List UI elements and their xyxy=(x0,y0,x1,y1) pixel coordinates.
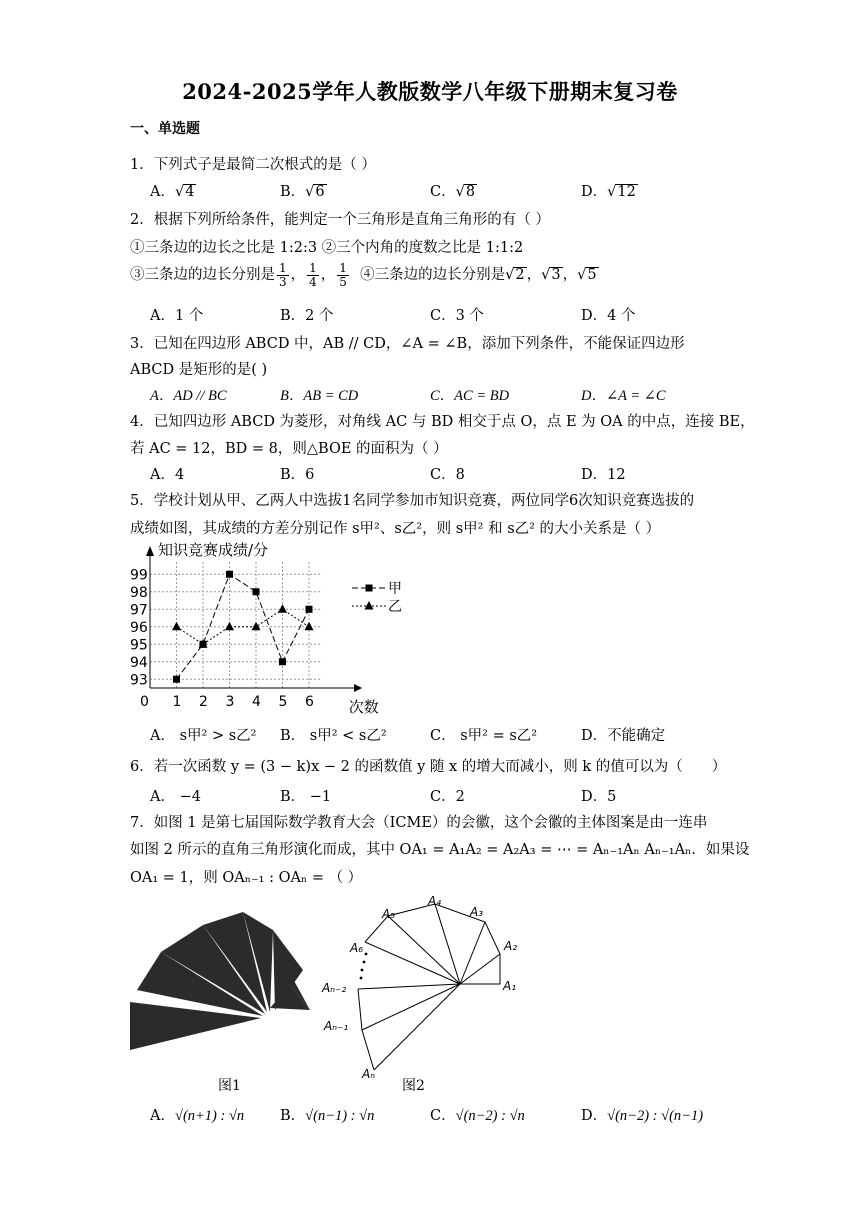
score-line-chart xyxy=(130,540,420,720)
label-an: Aₙ xyxy=(362,1067,375,1080)
q2-option-d[interactable]: D．4 个 xyxy=(581,308,636,324)
q7-option-b[interactable]: B．√(n−1) : √n xyxy=(280,1108,375,1124)
q4-stem-line1: 4．已知四边形 ABCD 为菱形，对角线 AC 与 BD 相交于点 O，点 E 为 OA 的中点，连接 BE， xyxy=(130,414,755,430)
y-axis-arrow xyxy=(146,546,154,556)
right-triangle-spiral-figure xyxy=(320,892,535,1080)
chart-legend xyxy=(352,581,402,615)
point-乙 xyxy=(278,604,287,613)
q1-option-d[interactable]: D．√12 xyxy=(581,184,636,200)
q6-option-a[interactable]: A． −4 xyxy=(150,789,201,805)
q6-option-b[interactable]: B． −1 xyxy=(280,789,332,805)
q3-option-d[interactable]: D．∠A = ∠C xyxy=(581,388,666,404)
q6-option-c[interactable]: C．2 xyxy=(430,789,465,805)
point-乙 xyxy=(172,622,181,631)
q7-stem-line2: 如图 2 所示的直角三角形演化而成，其中 OA₁ = A₁A₂ = A₂A₃ = ⋯ = Aₙ₋₁Aₙ Aₙ₋₁Aₙ．如果设 xyxy=(130,842,750,858)
point-甲 xyxy=(306,606,313,613)
x-tick-label: 5 xyxy=(278,694,288,710)
label-a3: A₃ xyxy=(470,905,484,919)
q3-option-b[interactable]: B．AB = CD xyxy=(280,388,359,404)
q7-stem-line1: 7．如图 1 是第七届国际数学教育大会（ICME）的会徽，这个会徽的主体图案是由一连串 xyxy=(130,815,708,831)
q1-option-a[interactable]: A．√4 xyxy=(150,184,195,200)
q2-option-b[interactable]: B．2 个 xyxy=(280,308,334,324)
q7-stem-line3: OA₁ = 1，则 OAₙ₋₁ : OAₙ = （ ） xyxy=(130,870,363,886)
q3-stem-line2: ABCD 是矩形的是( ) xyxy=(130,362,268,378)
figure-2-caption: 图2 xyxy=(402,1078,425,1094)
y-tick-label: 98 xyxy=(130,584,148,601)
point-甲 xyxy=(173,676,180,683)
point-乙 xyxy=(252,622,261,631)
page-title: 2024-2025学年人教版数学八年级下册期末复习卷 xyxy=(182,79,678,104)
q5-option-b[interactable]: B． s甲² < s乙² xyxy=(280,728,387,744)
x-tick-label: 0 xyxy=(140,694,149,710)
x-tick-label: 1 xyxy=(172,694,182,710)
q5-option-c[interactable]: C． s甲² = s乙² xyxy=(430,728,538,744)
q2-condition-1-2: ①三条边的边长之比是 1:2:3 ②三个内角的度数之比是 1:1:2 xyxy=(130,240,524,256)
q4-stem-line2: 若 AC = 12，BD = 8，则△BOE 的面积为（ ） xyxy=(130,441,448,457)
y-axis-label: 知识竞赛成绩/分 xyxy=(158,541,269,559)
q7-option-a[interactable]: A．√(n+1) : √n xyxy=(150,1108,245,1124)
q6-stem: 6．若一次函数 y = (3 − k)x − 2 的函数值 y 随 x 的增大而减小，则 k 的值可以为（ ） xyxy=(130,759,727,775)
legend-label-甲: 甲 xyxy=(388,581,402,597)
y-tick-label: 99 xyxy=(130,567,148,584)
figure-1-caption: 图1 xyxy=(218,1078,241,1094)
q4-option-a[interactable]: A．4 xyxy=(150,467,185,483)
chart-series xyxy=(172,571,314,683)
q7-option-c[interactable]: C．√(n−2) : √n xyxy=(430,1108,525,1124)
q4-option-b[interactable]: B．6 xyxy=(280,467,315,483)
point-甲 xyxy=(279,658,286,665)
q2-option-c[interactable]: C．3 个 xyxy=(430,308,484,324)
y-tick-label: 93 xyxy=(130,672,148,689)
x-tick-label: 3 xyxy=(225,694,235,710)
q1-option-b[interactable]: B．√6 xyxy=(280,184,325,200)
label-a4: A₄ xyxy=(428,894,442,908)
q3-option-c[interactable]: C．AC = BD xyxy=(430,388,510,404)
q2-condition-3-4: ③三条边的边长分别是 $\frac{1}{3}$ ， $\frac{1}{4}$ ， $\frac{1}{5}$ ④三条边的边长分别是√2 ，√3 ，√5 xyxy=(130,261,597,289)
q5-stem-line1: 5．学校计划从甲、乙两人中选拔1名同学参加市知识竞赛，两位同学6次知识竞赛选拔的 xyxy=(130,493,695,509)
q5-option-d[interactable]: D．不能确定 xyxy=(581,728,666,744)
x-axis-label: 次数 xyxy=(348,698,379,716)
label-an-2: Aₙ₋₂ xyxy=(322,981,347,995)
x-tick-label: 4 xyxy=(252,694,261,710)
q5-stem-line2: 成绩如图，其成绩的方差分别记作 s甲²、s乙²，则 s甲² 和 s乙² 的大小关系是（ ） xyxy=(130,521,661,537)
q2-stem: 2．根据下列所给条件，能判定一个三角形是直角三角形的有（ ） xyxy=(130,212,550,228)
q3-stem-line1: 3．已知在四边形 ABCD 中，AB // CD，∠A = ∠B，添加下列条件，不能保证四边形 xyxy=(130,336,685,352)
point-甲 xyxy=(253,588,260,595)
x-tick-label: 2 xyxy=(199,694,208,710)
label-a2: A₂ xyxy=(504,939,518,953)
y-tick-label: 94 xyxy=(130,654,148,671)
q5-option-a[interactable]: A． s甲² > s乙² xyxy=(150,728,257,744)
y-tick-label: 96 xyxy=(130,619,148,636)
section-heading: 一、单选题 xyxy=(130,121,200,137)
q2-option-a[interactable]: A．1 个 xyxy=(150,308,204,324)
x-tick-label: 6 xyxy=(305,694,314,710)
label-a1: A₁ xyxy=(503,979,517,993)
y-tick-label: 97 xyxy=(130,602,148,619)
point-乙 xyxy=(225,622,234,631)
legend-marker-乙 xyxy=(365,601,374,610)
point-甲 xyxy=(226,571,233,578)
q1-stem: 1．下列式子是最简二次根式的是（ ） xyxy=(130,157,376,173)
y-tick-label: 95 xyxy=(130,637,148,654)
point-乙 xyxy=(305,622,314,631)
q4-option-c[interactable]: C．8 xyxy=(430,467,465,483)
label-an-1: Aₙ₋₁ xyxy=(324,1019,349,1033)
q4-option-d[interactable]: D．12 xyxy=(581,467,626,483)
q7-option-d[interactable]: D．√(n−2) : √(n−1) xyxy=(581,1108,704,1124)
q1-option-c[interactable]: C．√8 xyxy=(430,184,476,200)
q6-option-d[interactable]: D．5 xyxy=(581,789,617,805)
x-axis-arrow xyxy=(354,684,362,692)
legend-label-乙: 乙 xyxy=(388,599,402,615)
series-line-乙 xyxy=(177,609,310,644)
icme-emblem-figure xyxy=(125,900,325,1060)
label-a5: A₅ xyxy=(382,907,396,921)
q3-option-a[interactable]: A．AD // BC xyxy=(150,388,227,404)
legend-marker-甲 xyxy=(366,585,373,592)
label-a6: A₆ xyxy=(350,941,364,955)
